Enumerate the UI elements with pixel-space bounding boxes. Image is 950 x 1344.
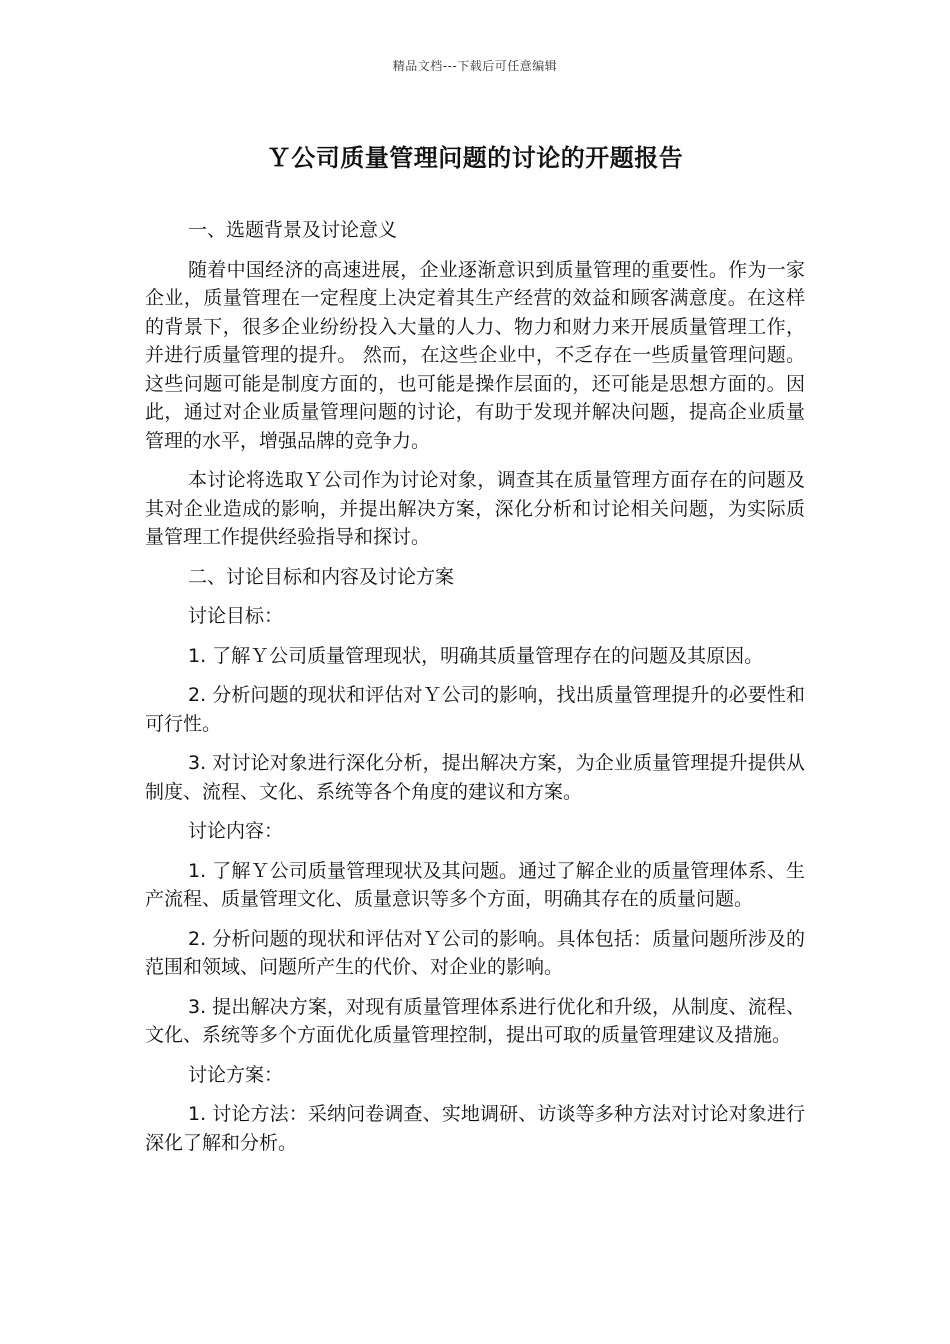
document-body [145,216,805,1168]
goal-item-1: 1. 了解Ｙ公司质量管理现状，明确其质量管理存在的问题及其原因。 [188,644,764,667]
document-title: Ｙ公司质量管理问题的讨论的开题报告 [266,144,684,172]
paragraph-research-object: 本讨论将选取Ｙ公司作为讨论对象，调查其在质量管理方面存在的问题及其对企业造成的影响，并提出解决方案，深化分析和讨论相关问题，为实际质量管理工作提供经验指导和探讨。 [145,469,805,548]
content-item-3: 3. 提出解决方案，对现有质量管理体系进行优化和升级，从制度、流程、文化、系统等多个方面优化质量管理控制，提出可取的质量管理建议及措施。 [145,995,805,1046]
header-note: 精品文档---下载后可任意编辑 [392,59,558,73]
section-heading-goals: 二、讨论目标和内容及讨论方案 [188,565,455,588]
goal-item-2: 2. 分析问题的现状和评估对Ｙ公司的影响，找出质量管理提升的必要性和可行性。 [145,684,805,735]
content-item-1: 1. 了解Ｙ公司质量管理现状及其问题。通过了解企业的质量管理体系、生产流程、质量管理文化、质量意识等多个方面，明确其存在的质量问题。 [145,859,805,910]
subheading-plan: 讨论方案： [188,1063,284,1086]
subheading-content: 讨论内容： [188,820,284,842]
content-item-2: 2. 分析问题的现状和评估对Ｙ公司的影响。具体包括：质量问题所涉及的范围和领域、问题所产生的代价、对企业的影响。 [145,927,805,978]
plan-item-1: 1. 讨论方法：采纳问卷调查、实地调研、访谈等多种方法对讨论对象进行深化了解和分析。 [145,1103,805,1154]
section-heading-background: 一、选题背景及讨论意义 [188,219,398,241]
subheading-goals: 讨论目标： [188,605,284,627]
paragraph-background: 随着中国经济的高速进展，企业逐渐意识到质量管理的重要性。作为一家企业，质量管理在一定程度上决定着其生产经营的效益和顾客满意度。在这样的背景下，很多企业纷纷投入大量的人力、物力和财力来开展质量管理工作，并进行质量管理的提升。 然而，在这些企业中，不乏存在一些质量管理问题。这些问题可能是制度方面的，也可能是操作层面的，还可能是思想方面的。因此，通过对企业质量管理问题的讨论，有助于发现并解决问题，提高企业质量管理的水平，增强品牌的竞争力。 [145,258,805,452]
goal-item-3: 3. 对讨论对象进行深化分析，提出解决方案，为企业质量管理提升提供从制度、流程、文化、系统等各个角度的建议和方案。 [145,752,805,803]
